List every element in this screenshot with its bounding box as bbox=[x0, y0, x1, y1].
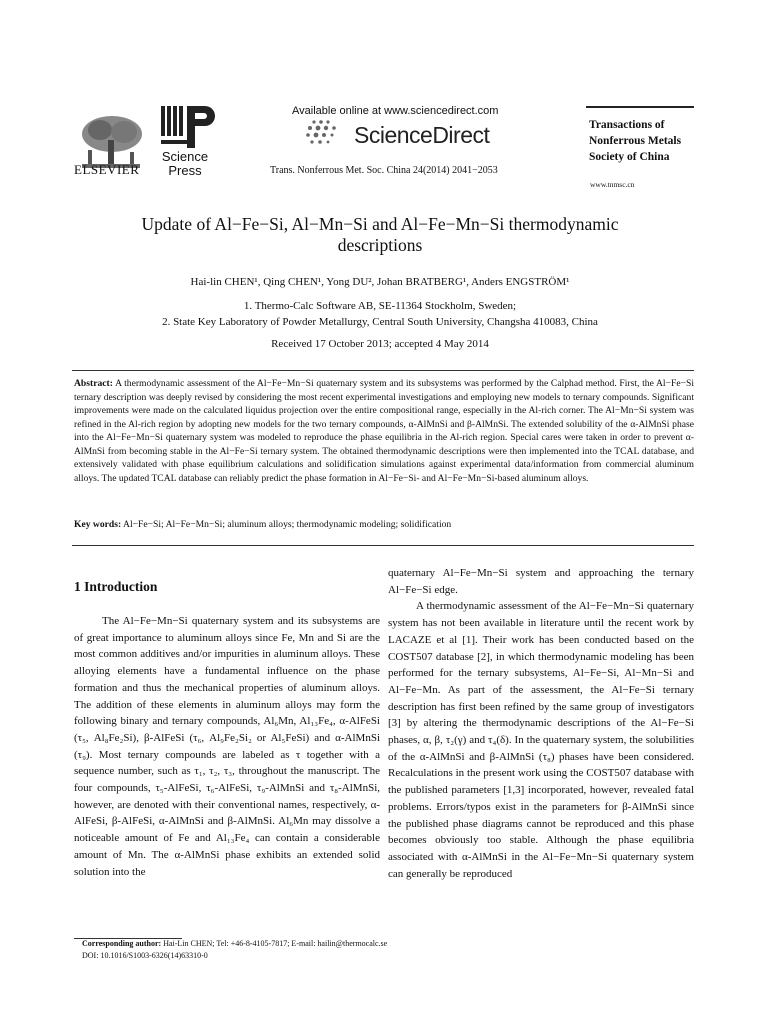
affiliation-1: 1. Thermo-Calc Software AB, SE-11364 Stockholm, Sweden; bbox=[243, 300, 517, 312]
title-line-1: Update of Al−Fe−Si, Al−Mn−Si and Al−Fe−Mn−Si thermodynamic bbox=[141, 214, 619, 234]
received-dates: Received 17 October 2013; accepted 4 May 2014 bbox=[271, 338, 489, 350]
journal-line-1: Transactions of bbox=[589, 119, 665, 131]
science-press-logo bbox=[155, 104, 215, 154]
keywords-text: Al−Fe−Si; Al−Fe−Mn−Si; aluminum alloys; thermodynamic modeling; solidification bbox=[123, 519, 452, 530]
right-column bbox=[388, 565, 694, 882]
sciencedirect-wordmark: ScienceDirect bbox=[354, 122, 490, 148]
right-paragraph-1: quaternary Al−Fe−Mn−Si system and approaching the ternary Al−Fe−Si edge. bbox=[388, 567, 694, 596]
press-line-1: Science bbox=[161, 149, 209, 164]
keywords-label: Key words: bbox=[74, 519, 122, 530]
abstract-bottom-rule bbox=[72, 545, 694, 546]
journal-line-3: Society of China bbox=[589, 151, 670, 163]
journal-line-2: Nonferrous Metals bbox=[589, 135, 682, 147]
abstract-label: Abstract: bbox=[74, 378, 113, 389]
article-title bbox=[80, 214, 680, 256]
affiliation-2: 2. State Key Laboratory of Powder Metallurgy, Central South University, Changsha 410083, China bbox=[162, 316, 598, 328]
publisher-name: ELSEVIER bbox=[74, 162, 140, 177]
corresponding-label: Corresponding author: bbox=[82, 939, 162, 948]
abstract bbox=[74, 377, 694, 485]
right-paragraph-2: A thermodynamic assessment of the Al−Fe−Mn−Si quaternary system has not been available in literature until the recent work by LACAZE et al [1]. Their work has been conducted based on the COST507 database [2], in which thermodynamic modeling has been performed for the ternary subsystems, Al−Fe−Si, Al−Mn−Si and Al−Fe−Mn. As part of the assessment, the Al−Fe−Si ternary description has first been refined by the same group of investigators [3] by altering the thermodynamic descriptions of the Al−Fe−Si phases, α, β, τ₂(γ) and τ₄(δ). In the quaternary system, the solubilities of the α-AlMnSi and β-AlMnSi (τ₈) phases have been considered. Recalculations in the present work using the COST507 database with the published parameters [1,3] incorporated, however, revealed fatal problems. Errors/typos exist in the parameters for β-AlMnSi since the published phase diagrams cannot be reproduced and this phase becomes obviously too stable. Although the phase equilibria associated with α-AlMnSi in the Al−Fe−Mn−Si quaternary system can generally be reproduced bbox=[388, 600, 694, 880]
author-list: Hai-lin CHEN¹, Qing CHEN¹, Yong DU², Johan BRATBERG¹, Anders ENGSTRÖM¹ bbox=[190, 276, 570, 288]
title-line-2: descriptions bbox=[337, 235, 423, 255]
abstract-text: A thermodynamic assessment of the Al−Fe−Mn−Si quaternary system and its subsystems was performed by the Calphad method. First, the Al−Fe−Si ternary description was deeply revised by considering the most recent experimental investigations and employing new models to ternary compounds. Significant improvements were made on the calculated liquidus projection over the entire compositional range, especially in the Al-rich corner. The Al−Mn−Si system was refined in the Al-rich region by adopting new models for the two ternary compounds, α-AlMnSi and β-AlMnSi. The extended solubility of the α-AlMnSi phase into the Al−Fe−Mn−Si quaternary system was modeled to reproduce the phase equilibria in the Al-rich region. Special cares were taken in order to prevent α-AlMnSi from becoming stable in the Al−Fe−Si ternary system. The obtained thermodynamic descriptions were then implemented into the TCAL database, and extensively validated with phase equilibrium calculations and solidification simulations against experimental data/information from commercial aluminum alloys. The updated TCAL database can reliably predict the phase formation in Al−Fe−Si- and Al−Fe−Mn−Si-based aluminum alloys. bbox=[74, 378, 694, 484]
left-paragraph: The Al−Fe−Mn−Si quaternary system and its subsystems are of great importance to aluminum alloys since Fe, Mn and Si are the most common additives and/or impurities in aluminum alloys. These alloying elements have a fundamental influence on the phase formation and thus the mechanical properties of aluminum alloys. The addition of these elements in aluminum alloys may form the following binary and ternary compounds, Al₆Mn, Al₁₃Fe₄, α-AlFeSi (τ₅, Al₈Fe₂Si), β-AlFeSi (τ₆, Al₉Fe₂Si₂ or Al₅FeSi) and α-AlMnSi (τ₉). Most ternary compounds are labeled as τ together with a sequence number, such as τ₁, τ₂, τ₃, throughout the manuscript. The four compounds, τ₅-AlFeSi, τ₆-AlFeSi, τ₉-AlMnSi and τ₈-AlMnSi, however, are denoted with their conventional names, respectively, α-AlFeSi, β-AlFeSi, α-AlMnSi and β-AlMnSi. Al₆Mn may dissolve a noticeable amount of Fe and Al₁₃Fe₄ can contain a considerable amount of Mn. The α-AlMnSi phase exhibits an extended solid solution into the bbox=[74, 615, 380, 878]
press-line-2: Press bbox=[168, 163, 202, 178]
journal-website: www.tnmsc.cn bbox=[590, 180, 635, 189]
corresponding-author bbox=[82, 939, 387, 948]
journal-citation: Trans. Nonferrous Met. Soc. China 24(2014) 2041−2053 bbox=[270, 165, 498, 176]
sciencedirect-dots-icon bbox=[300, 118, 360, 148]
left-column bbox=[74, 613, 380, 880]
abstract-top-rule bbox=[72, 370, 694, 371]
available-online-text: Available online at www.sciencedirect.com bbox=[292, 105, 499, 117]
science-press-label bbox=[150, 150, 220, 178]
doi: DOI: 10.1016/S1003-6326(14)63310-0 bbox=[82, 951, 208, 960]
section-heading: 1 Introduction bbox=[74, 579, 158, 594]
journal-name bbox=[589, 117, 681, 165]
corresponding-text: Hai-Lin CHEN; Tel: +46-8-4105-7817; E-mail: hailin@thermocalc.se bbox=[163, 939, 388, 948]
keywords bbox=[74, 519, 694, 530]
